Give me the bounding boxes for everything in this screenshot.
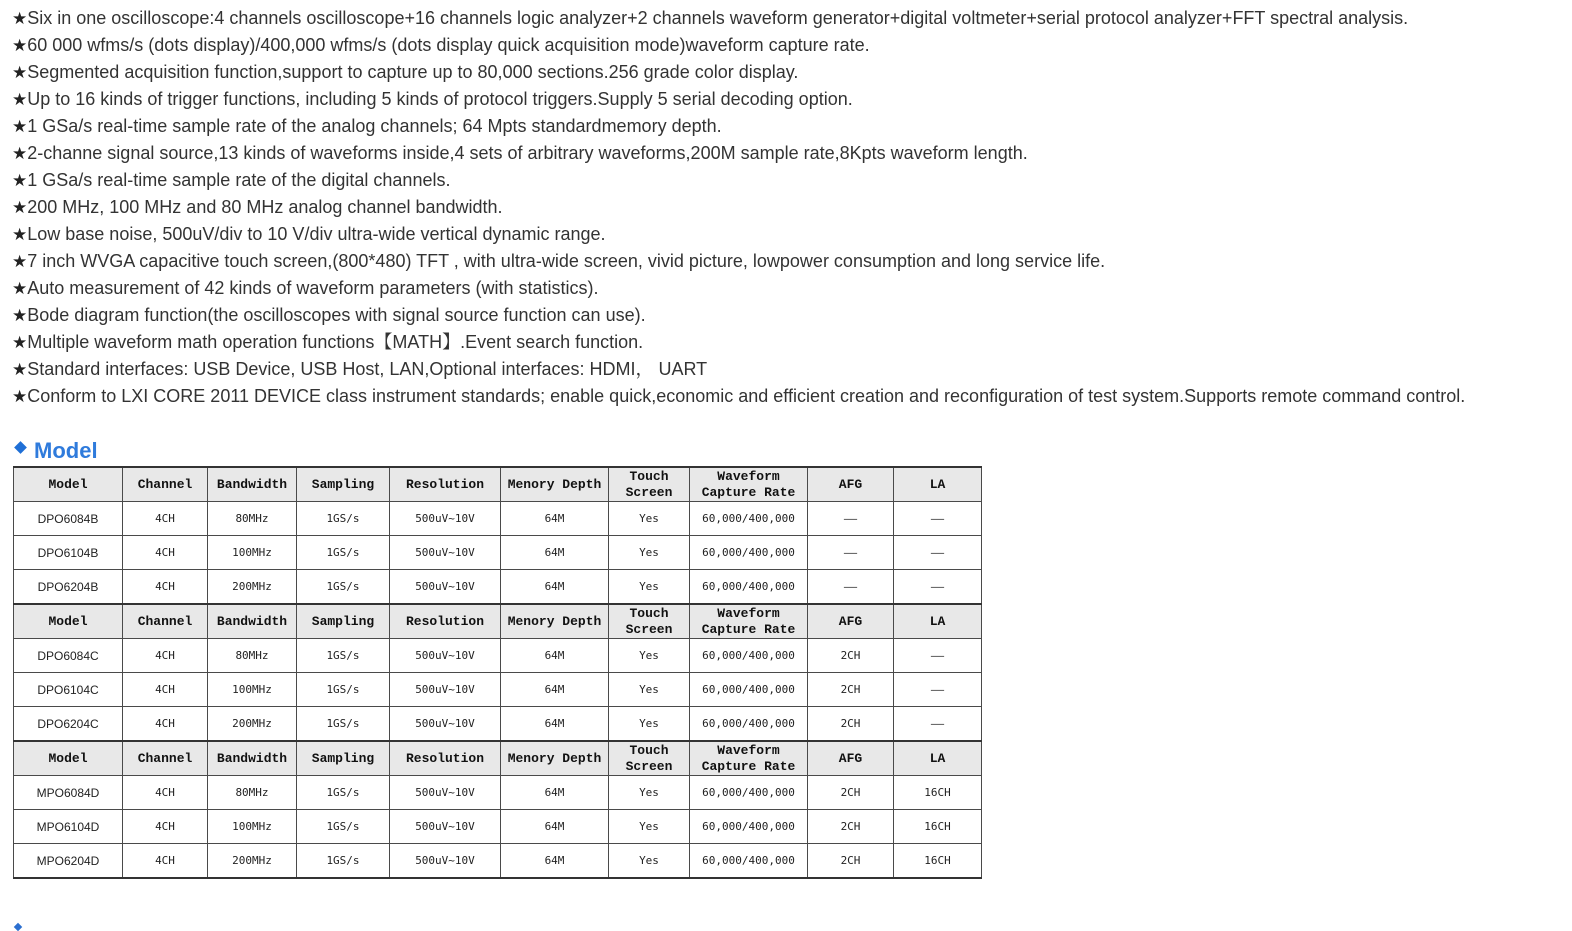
feature-text: 1 GSa/s real-time sample rate of the analog channels; 64 Mpts standardmemory depth. — [27, 116, 722, 136]
star-icon: ★ — [12, 198, 28, 218]
table-cell: 60,000/400,000 — [690, 776, 808, 810]
feature-text: Segmented acquisition function,support to capture up to 80,000 sections.256 grade color display. — [27, 62, 799, 82]
star-icon: ★ — [12, 333, 28, 353]
column-header: Bandwidth — [208, 467, 297, 502]
table-cell: 80MHz — [208, 776, 297, 810]
table-cell: 64M — [501, 844, 609, 879]
table-header-row — [14, 467, 982, 502]
table-cell: —— — [894, 570, 982, 605]
feature-text: 2-channe signal source,13 kinds of waveforms inside,4 sets of arbitrary waveforms,200M sample rate,8Kpts waveform length. — [27, 143, 1028, 163]
model-cell: DPO6104B — [14, 536, 123, 570]
model-cell: DPO6084C — [14, 639, 123, 673]
feature-item — [12, 59, 1465, 86]
table-cell: Yes — [609, 776, 690, 810]
table-cell: —— — [894, 639, 982, 673]
table-cell: 500uV~10V — [390, 810, 501, 844]
table-cell: 4CH — [123, 673, 208, 707]
table-row — [14, 776, 982, 810]
star-icon: ★ — [12, 63, 28, 83]
model-section-title: Model — [34, 438, 98, 463]
table-cell: 4CH — [123, 707, 208, 742]
table-cell: 200MHz — [208, 570, 297, 605]
table-row — [14, 502, 982, 536]
column-header: LA — [894, 604, 982, 639]
table-cell: —— — [808, 502, 894, 536]
table-cell: 1GS/s — [297, 502, 390, 536]
table-cell: Yes — [609, 502, 690, 536]
table-cell: 60,000/400,000 — [690, 502, 808, 536]
table-cell: 80MHz — [208, 502, 297, 536]
table-cell: 1GS/s — [297, 639, 390, 673]
column-header: Menory Depth — [501, 741, 609, 776]
star-icon: ★ — [12, 279, 28, 299]
table-cell: 4CH — [123, 536, 208, 570]
table-cell: 60,000/400,000 — [690, 810, 808, 844]
star-icon: ★ — [12, 225, 28, 245]
table-cell: 500uV~10V — [390, 776, 501, 810]
feature-item — [12, 329, 1465, 356]
star-icon: ★ — [12, 9, 28, 29]
table-cell: 2CH — [808, 673, 894, 707]
table-cell: 100MHz — [208, 810, 297, 844]
feature-item — [12, 248, 1465, 275]
feature-text: 1 GSa/s real-time sample rate of the digital channels. — [27, 170, 451, 190]
column-header: Waveform Capture Rate — [690, 604, 808, 639]
table-cell: 60,000/400,000 — [690, 707, 808, 742]
table-row — [14, 844, 982, 879]
star-icon: ★ — [12, 306, 28, 326]
feature-text: 60 000 wfms/s (dots display)/400,000 wfms/s (dots display quick acquisition mode)waveform capture rate. — [27, 35, 870, 55]
table-cell: 4CH — [123, 502, 208, 536]
table-cell: —— — [894, 502, 982, 536]
column-header: Model — [14, 604, 123, 639]
table-cell: 64M — [501, 673, 609, 707]
star-icon: ★ — [12, 360, 28, 380]
table-cell: 64M — [501, 502, 609, 536]
star-icon: ★ — [12, 387, 28, 407]
model-spec-table — [13, 466, 982, 879]
column-header: LA — [894, 467, 982, 502]
table-cell: 4CH — [123, 844, 208, 879]
feature-item — [12, 194, 1465, 221]
column-header: Sampling — [297, 467, 390, 502]
table-cell: Yes — [609, 844, 690, 879]
column-header: Resolution — [390, 467, 501, 502]
column-header: Channel — [123, 604, 208, 639]
feature-item — [12, 302, 1465, 329]
column-header: AFG — [808, 604, 894, 639]
table-row — [14, 570, 982, 605]
table-cell: 60,000/400,000 — [690, 570, 808, 605]
table-cell: 60,000/400,000 — [690, 844, 808, 879]
table-cell: 64M — [501, 639, 609, 673]
star-icon: ★ — [12, 144, 28, 164]
table-cell: Yes — [609, 673, 690, 707]
table-cell: —— — [808, 570, 894, 605]
feature-item — [12, 167, 1465, 194]
column-header: Model — [14, 741, 123, 776]
table-cell: 1GS/s — [297, 570, 390, 605]
table-cell: 100MHz — [208, 536, 297, 570]
table-cell: 2CH — [808, 707, 894, 742]
table-cell: 80MHz — [208, 639, 297, 673]
table-cell: 1GS/s — [297, 844, 390, 879]
table-cell: 16CH — [894, 844, 982, 879]
table-cell: 64M — [501, 810, 609, 844]
table-cell: 2CH — [808, 639, 894, 673]
model-section-heading — [14, 436, 98, 466]
feature-text: Auto measurement of 42 kinds of waveform parameters (with statistics). — [27, 278, 599, 298]
table-cell: 1GS/s — [297, 673, 390, 707]
feature-item — [12, 221, 1465, 248]
feature-text: Multiple waveform math operation functions【MATH】.Event search function. — [27, 332, 644, 352]
table-cell: 4CH — [123, 639, 208, 673]
table-cell: 100MHz — [208, 673, 297, 707]
star-icon: ★ — [12, 36, 28, 56]
feature-text: Six in one oscilloscope:4 channels oscilloscope+16 channels logic analyzer+2 channels waveform generator+digital voltmeter+serial protocol analyzer+FFT spectral analysis. — [27, 8, 1409, 28]
table-cell: 2CH — [808, 776, 894, 810]
table-cell: Yes — [609, 810, 690, 844]
table-cell: 1GS/s — [297, 776, 390, 810]
column-header: Touch Screen — [609, 604, 690, 639]
table-cell: 60,000/400,000 — [690, 673, 808, 707]
table-cell: Yes — [609, 639, 690, 673]
model-cell: MPO6104D — [14, 810, 123, 844]
feature-item — [12, 32, 1465, 59]
star-icon: ★ — [12, 171, 28, 191]
table-cell: 500uV~10V — [390, 536, 501, 570]
table-cell: Yes — [609, 707, 690, 742]
column-header: Bandwidth — [208, 741, 297, 776]
column-header: Model — [14, 467, 123, 502]
table-cell: 2CH — [808, 810, 894, 844]
feature-text: Conform to LXI CORE 2011 DEVICE class instrument standards; enable quick,economic and efficient creation and reconfiguration of test system.Supports remote command control. — [27, 386, 1466, 406]
table-cell: 4CH — [123, 776, 208, 810]
column-header: Waveform Capture Rate — [690, 467, 808, 502]
table-cell: 200MHz — [208, 844, 297, 879]
table-cell: 64M — [501, 707, 609, 742]
model-cell: MPO6204D — [14, 844, 123, 879]
model-cell: MPO6084D — [14, 776, 123, 810]
feature-item — [12, 140, 1465, 167]
table-cell: 16CH — [894, 776, 982, 810]
model-cell: DPO6204C — [14, 707, 123, 742]
column-header: Sampling — [297, 604, 390, 639]
column-header: Touch Screen — [609, 467, 690, 502]
table-cell: 1GS/s — [297, 707, 390, 742]
diamond-bullet-icon — [14, 441, 27, 454]
column-header: AFG — [808, 467, 894, 502]
table-cell: 64M — [501, 570, 609, 605]
table-cell: 1GS/s — [297, 810, 390, 844]
feature-text: Standard interfaces: USB Device, USB Host, LAN,Optional interfaces: HDMI， UART — [27, 359, 708, 379]
table-cell: 16CH — [894, 810, 982, 844]
feature-text: Bode diagram function(the oscilloscopes with signal source function can use). — [27, 305, 646, 325]
table-cell: 64M — [501, 536, 609, 570]
column-header: LA — [894, 741, 982, 776]
table-row — [14, 536, 982, 570]
table-header-row — [14, 741, 982, 776]
feature-text: 7 inch WVGA capacitive touch screen,(800*480) TFT , with ultra-wide screen, vivid picture, lowpower consumption and long service life. — [27, 251, 1106, 271]
table-cell: 60,000/400,000 — [690, 536, 808, 570]
table-cell: 500uV~10V — [390, 502, 501, 536]
table-cell: 500uV~10V — [390, 707, 501, 742]
table-cell: 500uV~10V — [390, 639, 501, 673]
feature-item — [12, 356, 1465, 383]
feature-text: Low base noise, 500uV/div to 10 V/div ultra-wide vertical dynamic range. — [27, 224, 606, 244]
feature-text: Up to 16 kinds of trigger functions, including 5 kinds of protocol triggers.Supply 5 serial decoding option. — [27, 89, 853, 109]
column-header: Sampling — [297, 741, 390, 776]
feature-list — [12, 5, 1465, 410]
column-header: Menory Depth — [501, 604, 609, 639]
table-cell: 4CH — [123, 570, 208, 605]
model-cell: DPO6084B — [14, 502, 123, 536]
feature-item — [12, 275, 1465, 302]
column-header: Channel — [123, 467, 208, 502]
table-cell: Yes — [609, 536, 690, 570]
feature-item — [12, 86, 1465, 113]
table-cell: 200MHz — [208, 707, 297, 742]
table-cell: —— — [894, 673, 982, 707]
table-cell: —— — [894, 536, 982, 570]
table-row — [14, 673, 982, 707]
star-icon: ★ — [12, 252, 28, 272]
column-header: Resolution — [390, 604, 501, 639]
model-cell: DPO6104C — [14, 673, 123, 707]
table-cell: 60,000/400,000 — [690, 639, 808, 673]
table-cell: 500uV~10V — [390, 673, 501, 707]
feature-item — [12, 383, 1465, 410]
table-header-row — [14, 604, 982, 639]
column-header: Menory Depth — [501, 467, 609, 502]
feature-item — [12, 113, 1465, 140]
table-row — [14, 707, 982, 742]
table-cell: —— — [808, 536, 894, 570]
table-cell: 1GS/s — [297, 536, 390, 570]
model-cell: DPO6204B — [14, 570, 123, 605]
table-cell: 64M — [501, 776, 609, 810]
feature-item — [12, 5, 1465, 32]
table-row — [14, 639, 982, 673]
column-header: AFG — [808, 741, 894, 776]
column-header: Touch Screen — [609, 741, 690, 776]
column-header: Channel — [123, 741, 208, 776]
column-header: Bandwidth — [208, 604, 297, 639]
column-header: Waveform Capture Rate — [690, 741, 808, 776]
table-cell: 4CH — [123, 810, 208, 844]
table-cell: —— — [894, 707, 982, 742]
table-cell: 500uV~10V — [390, 570, 501, 605]
table-cell: Yes — [609, 570, 690, 605]
column-header: Resolution — [390, 741, 501, 776]
table-row — [14, 810, 982, 844]
star-icon: ★ — [12, 90, 28, 110]
table-cell: 500uV~10V — [390, 844, 501, 879]
star-icon: ★ — [12, 117, 28, 137]
table-cell: 2CH — [808, 844, 894, 879]
feature-text: 200 MHz, 100 MHz and 80 MHz analog channel bandwidth. — [27, 197, 503, 217]
